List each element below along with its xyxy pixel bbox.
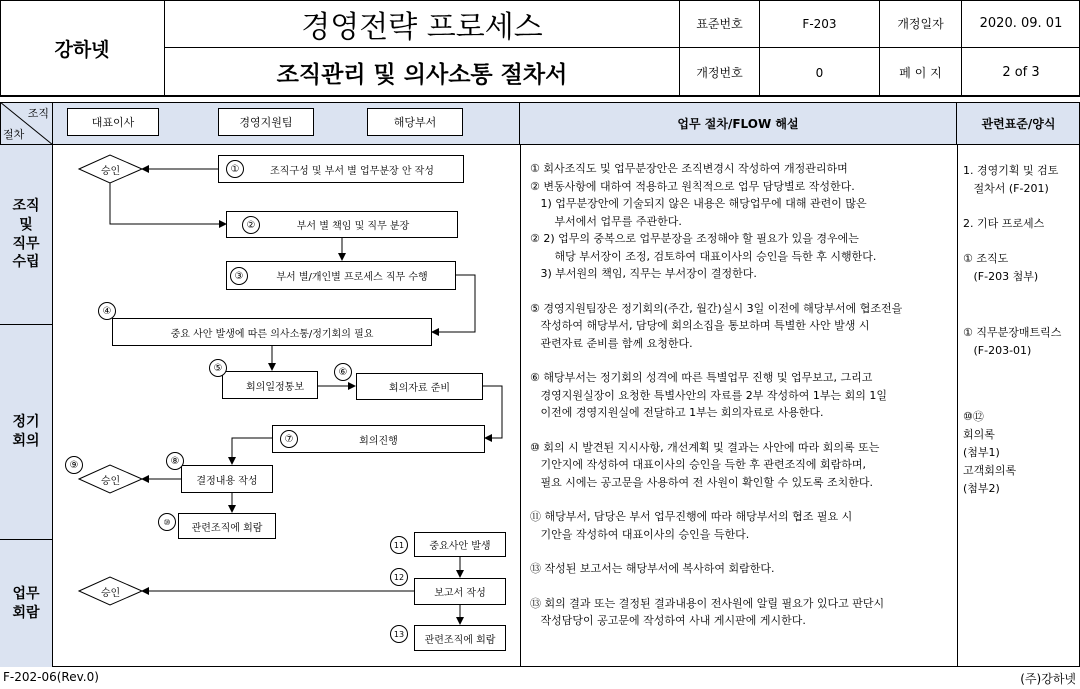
page-value: 2 of 3 [1002,65,1040,80]
page-label: 페 이 지 [880,48,962,97]
step-11-box: 중요사안 발생 [414,532,506,557]
col-related: 관련표준/양식 [981,117,1056,131]
related-item-5: ⑩⑫ 회의록 (첨부1) 고객회의록 (첨부2) [963,410,1017,495]
desc-block-6: ⑬ 작성된 보고서는 해당부서에 복사하여 회람한다. [530,562,775,575]
step-8-box: 결정내용 작성 [181,465,273,493]
desc-block-7: ⑬ 회의 결과 또는 결정된 결과내용이 전사원에 알릴 필요가 있다고 판단시 작성담당이 공고문에 작성하여 사내 게시판에 게시한다. [530,596,885,627]
step-10-box: 관련조직에 회람 [178,513,276,539]
approve-label-2: 승인 [100,475,121,487]
desc-block-3: ⑥ 해당부서는 정기회의 성격에 따른 특별업무 진행 및 업무보고, 그리고 경영지원실장이 요청한 특별사안의 자료를 2부 작성하여 1부는 회의 1일 이전에 경영지원실에 전달하고 1부는 회의자료로 사용한다. [530,371,887,419]
col-support: 경영지원팀 [218,108,314,136]
page-title: 경영전략 프로세스 [165,0,680,48]
desc-block-2: ⑤ 경영지원팀장은 정기회의(주간, 월간)실시 3일 이전에 해당부서에 협조전을 작성하여 해당부서, 담당에 회의소집을 통보하며 특별한 사안 발생 시 관련자료 준비를 함께 요청한다. [530,301,903,350]
step-num-4: ④ [98,302,116,320]
step-4-box: 중요 사안 발생에 따른 의사소통/정기회의 필요 [112,318,432,346]
step-num-1: ① [226,160,244,178]
description-column [530,160,954,630]
step-num-7: ⑦ [280,430,298,448]
step-num-5: ⑤ [209,359,227,377]
related-item-1: 1. 경영기획 및 검토 절차서 (F-201) [963,164,1059,195]
company-name: 강하넷 [0,0,165,97]
corner-top-label: 조직 [27,107,49,120]
desc-block-4: ⑩ 회의 시 발견된 지시사항, 개선계획 및 결과는 사안에 따라 회의록 또는 기안지에 작성하여 대표이사의 승인을 득한 후 관련조직에 회람하며, 필요 시에는 공고문을 사용하여 전 사원이 확인할 수 있도록 조치한다. [530,440,880,489]
step-3-box: 부서 별/개인별 프로세스 직무 수행 [226,261,456,290]
std-no-value: F-203 [760,0,880,48]
rev-no-value: 0 [760,48,880,97]
step-num-3: ③ [230,267,248,285]
page-subtitle: 조직관리 및 의사소통 절차서 [165,48,680,97]
desc-block-5: ⑪ 해당부서, 담당은 부서 업무진행에 따라 해당부서의 협조 필요 시 기안을 작성하여 대표이사의 승인을 득한다. [530,510,853,541]
step-2-box: 부서 별 책임 및 직무 분장 [226,211,458,238]
approve-label-3: 승인 [100,587,121,599]
std-no-label: 표준번호 [680,0,760,48]
footer-form-no: F-202-06(Rev.0) [3,670,99,684]
step-num-6: ⑥ [334,363,352,381]
desc-block-1: ① 회사조직도 및 업무분장안은 조직변경시 작성하여 개정관리하며 ② 변동사항에 대하여 적용하고 원칙적으로 업무 담당별로 작성한다. 1) 업무분장안에 기술되지 않은 내용은 해당업무에 대해 관련이 많은 부서에서 업무를 주관한다. ② 2) 업무의 중복으로 업무분장을 조정해야 할 필요가 있을 경우에는 해당 부서장이 조정, 검토하여 대표이사의 승인을 득한 후 시행한다. 3) 부서원의 책임, 직무는 부서장이 결정한다. [530,162,877,280]
step-7-box: 회의진행 [272,425,485,453]
step-6-box: 회의자료 준비 [356,373,483,400]
step-num-13: 13 [390,625,408,643]
step-12-box: 보고서 작성 [414,578,506,605]
step-13-box: 관련조직에 회람 [414,625,506,651]
approve-label-1: 승인 [100,165,121,177]
related-item-2: 2. 기타 프로세스 [963,217,1045,230]
related-item-4: ① 직무분장매트릭스 (F-203-01) [963,326,1062,357]
col-dept: 해당부서 [367,108,463,136]
step-num-8: ⑧ [166,452,184,470]
rev-date-value: 2020. 09. 01 [962,0,1080,48]
section-org: 조직 및 직무 수립 [0,145,53,325]
footer-company: (주)강하넷 [1020,672,1076,686]
related-column [963,162,1078,498]
step-num-9: ⑨ [65,456,83,474]
related-item-3: ① 조직도 (F-203 첨부) [963,252,1039,283]
rev-date-label: 개정일자 [880,0,962,48]
col-ceo: 대표이사 [67,108,159,136]
step-5-box: 회의일정통보 [222,371,318,399]
section-meeting: 정기 회의 [0,325,53,540]
step-num-2: ② [242,216,260,234]
section-circulation: 업무 회람 [0,540,53,667]
step-num-11: 11 [390,536,408,554]
step-num-12: 12 [390,568,408,586]
rev-no-label: 개정번호 [680,48,760,97]
step-num-10: ⑩ [158,513,176,531]
col-description: 업무 절차/FLOW 해설 [520,102,957,145]
corner-bottom-label: 절차 [3,128,25,141]
step-1-box: 조직구성 및 부서 별 업무분장 안 작성 [218,155,464,183]
